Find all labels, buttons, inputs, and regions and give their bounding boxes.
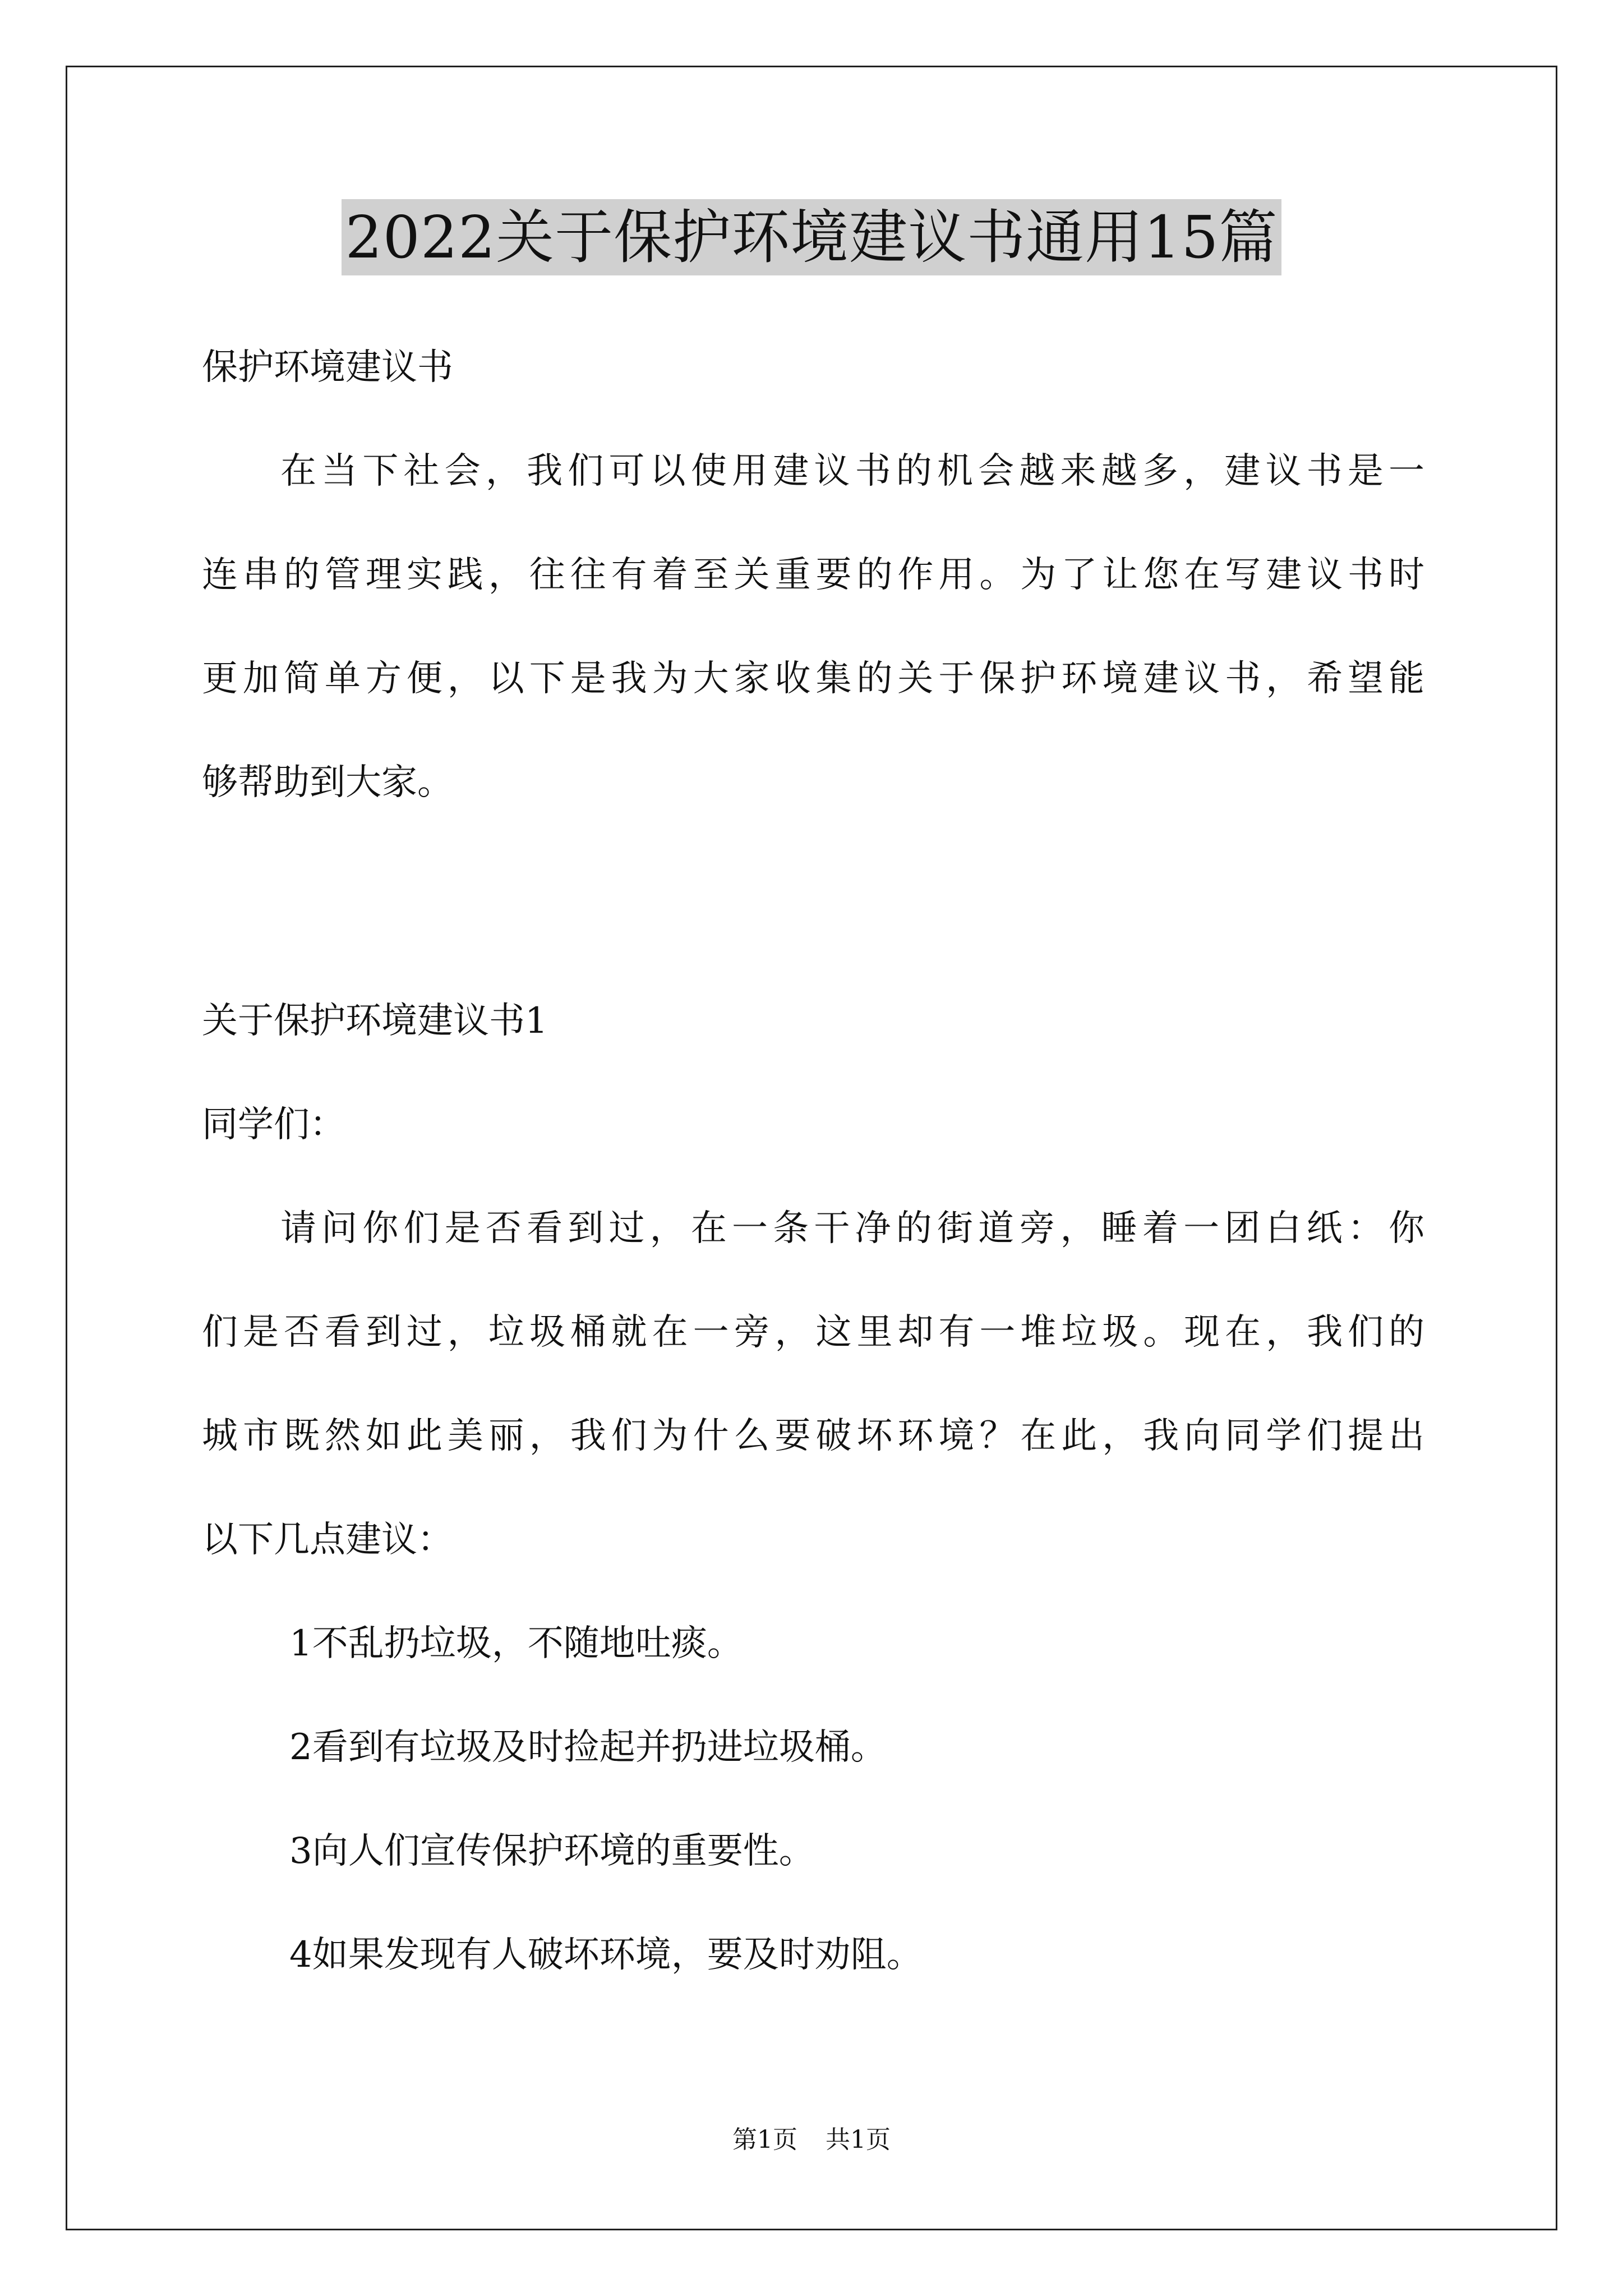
suggestion-2: 2看到有垃圾及时捡起并扔进垃圾桶。 [289,1727,887,1768]
intro-line-2: 连串的管理实践，往往有着至关重要的作用。为了让您在写建议书时 [202,554,1424,596]
section-heading: 关于保护环境建议书1 [202,1000,548,1042]
page-footer [0,2123,1623,2157]
page-total: 共1页 [826,2125,891,2154]
body-line-3: 城市既然如此美丽，我们为什么要破坏环境？在此，我向同学们提出 [202,1415,1424,1457]
intro-line-1: 在当下社会，我们可以使用建议书的机会越来越多，建议书是一 [280,450,1424,492]
suggestion-3: 3向人们宣传保护环境的重要性。 [289,1830,815,1872]
intro-line-3: 更加简单方便，以下是我为大家收集的关于保护环境建议书，希望能 [202,658,1424,700]
suggestion-4: 4如果发现有人破坏环境，要及时劝阻。 [289,1934,923,1976]
intro-line-4: 够帮助到大家。 [202,762,453,803]
intro-heading: 保护环境建议书 [202,347,453,388]
page-number: 第1页 [732,2125,797,2154]
document-title: 2022关于保护环境建议书通用15篇 [342,199,1281,275]
salutation: 同学们： [202,1104,345,1145]
body-line-4: 以下几点建议： [202,1519,453,1561]
suggestion-1: 1不乱扔垃圾，不随地吐痰。 [289,1623,743,1664]
body-line-1: 请问你们是否看到过，在一条干净的街道旁，睡着一团白纸：你 [280,1208,1424,1249]
title-block [0,199,1623,275]
body-line-2: 们是否看到过，垃圾桶就在一旁，这里却有一堆垃圾。现在，我们的 [202,1312,1424,1353]
